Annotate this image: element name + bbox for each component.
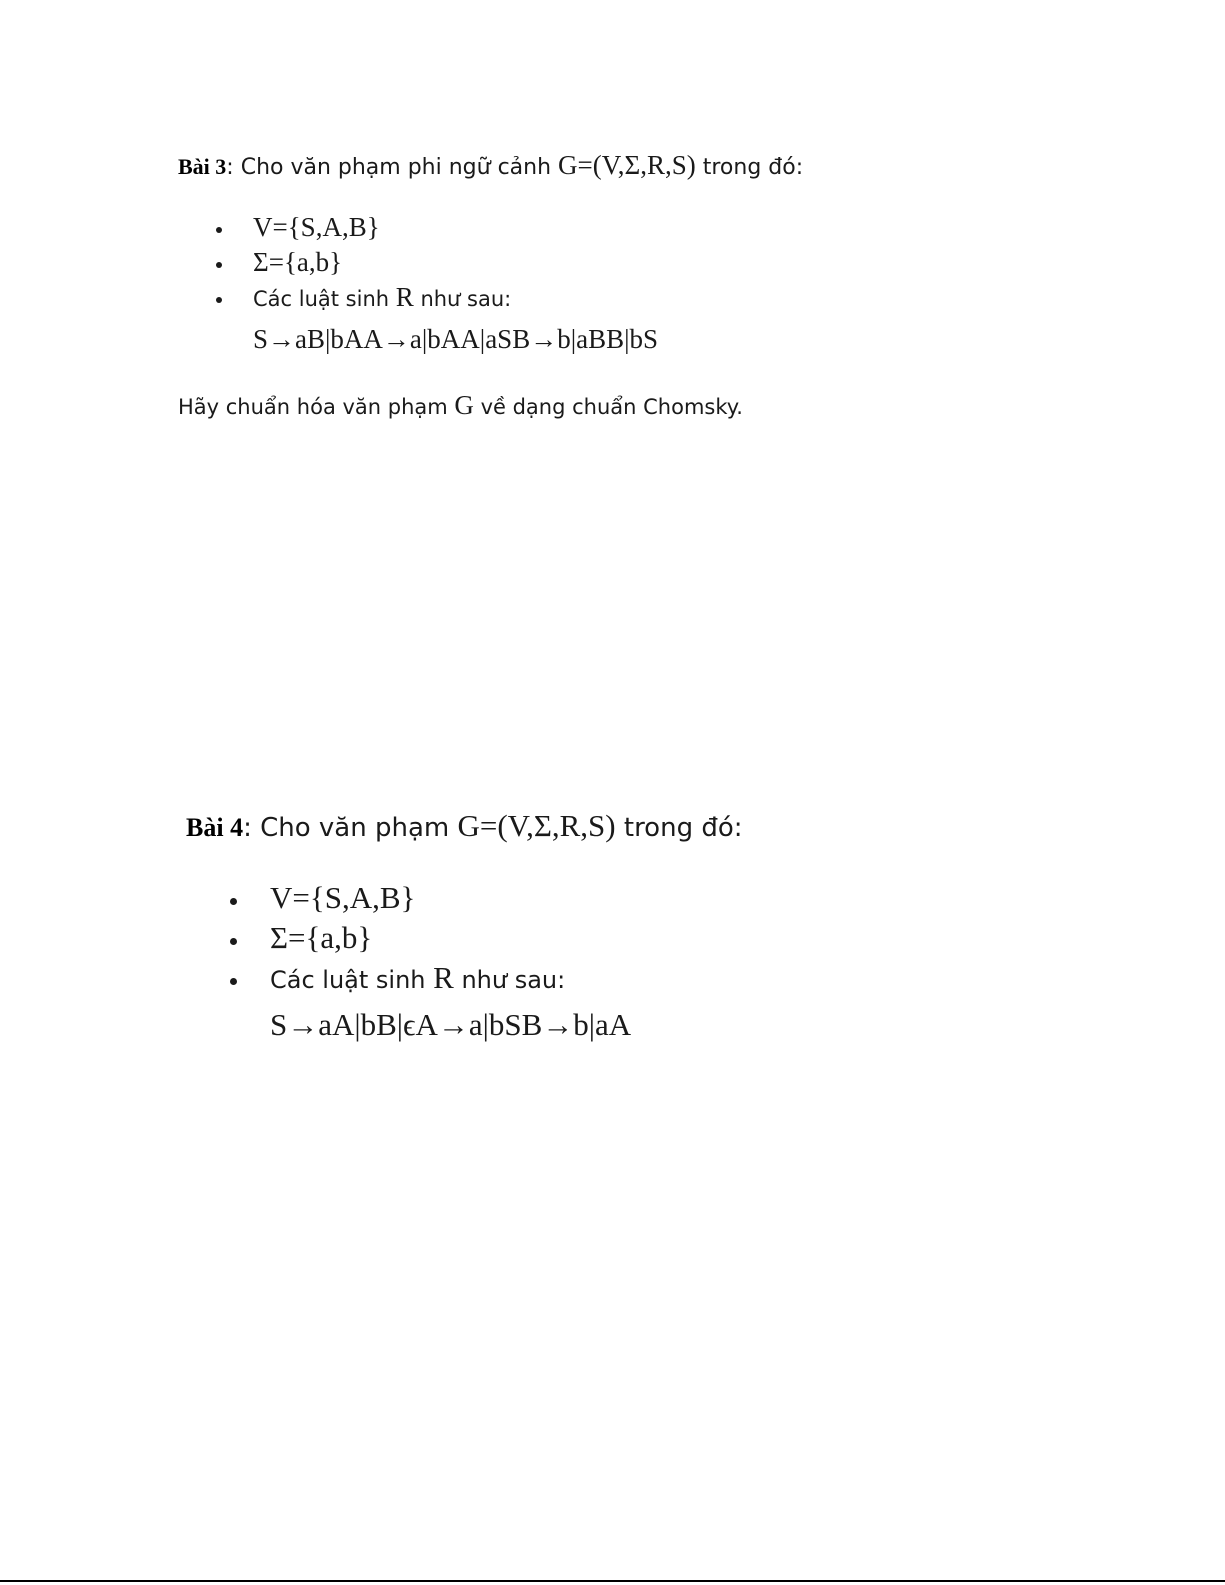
- problem-3-intro-end: trong đó:: [695, 155, 804, 180]
- bullet-dot-icon: [230, 898, 237, 905]
- bullet-dot-icon: [216, 297, 222, 303]
- problem-4-intro-end: trong đó:: [615, 813, 743, 843]
- rules-intro-end: như sau:: [413, 287, 512, 311]
- rules-symbol: R: [395, 282, 414, 312]
- task-before: Hãy chuẩn hóa văn phạm: [178, 395, 455, 419]
- problem-4-bullet-list: [230, 880, 565, 1000]
- problem-4-label: Bài 4: [186, 813, 244, 842]
- problem-4-bullet-alphabet: [230, 920, 565, 960]
- problem-3-bullet-list: [216, 212, 511, 317]
- rules-intro: Các luật sinh: [270, 966, 434, 994]
- rules-intro-end: như sau:: [453, 966, 566, 994]
- alphabet-set: Σ={a,b}: [253, 247, 343, 277]
- problem-4-production-rules: S→aA|bB|ϵA→a|bSB→b|aA: [270, 1007, 632, 1042]
- alphabet-set: Σ={a,b}: [270, 920, 373, 955]
- rules-intro: Các luật sinh: [253, 287, 396, 311]
- variables-set: V={S,A,B}: [253, 212, 380, 242]
- bullet-dot-icon: [230, 938, 237, 945]
- problem-3-heading: [178, 150, 803, 181]
- problem-3-task: [178, 390, 743, 421]
- bullet-dot-icon: [216, 227, 222, 233]
- problem-3-bullet-variables: [216, 212, 511, 247]
- task-grammar-symbol: G: [454, 390, 474, 420]
- problem-4-grammar: G=(V,Σ,R,S): [457, 808, 616, 843]
- problem-4-bullet-variables: [230, 880, 565, 920]
- page-bottom-border: [0, 1580, 1225, 1582]
- problem-4-heading: [186, 808, 743, 844]
- problem-3-bullet-rules: [216, 282, 511, 317]
- rules-symbol: R: [433, 960, 454, 995]
- task-after: về dạng chuẩn Chomsky.: [473, 395, 743, 419]
- variables-set: V={S,A,B}: [270, 880, 416, 915]
- problem-3-label: Bài 3: [178, 154, 227, 179]
- problem-4-bullet-rules: [230, 960, 565, 1000]
- problem-3-production-rules: S→aB|bAA→a|bAA|aSB→b|aBB|bS: [253, 324, 659, 354]
- problem-3-bullet-alphabet: [216, 247, 511, 282]
- problem-3-grammar: G=(V,Σ,R,S): [558, 150, 696, 180]
- bullet-dot-icon: [230, 978, 237, 985]
- problem-3-intro: : Cho văn phạm phi ngữ cảnh: [226, 155, 559, 180]
- problem-4-intro: : Cho văn phạm: [243, 813, 458, 843]
- bullet-dot-icon: [216, 262, 222, 268]
